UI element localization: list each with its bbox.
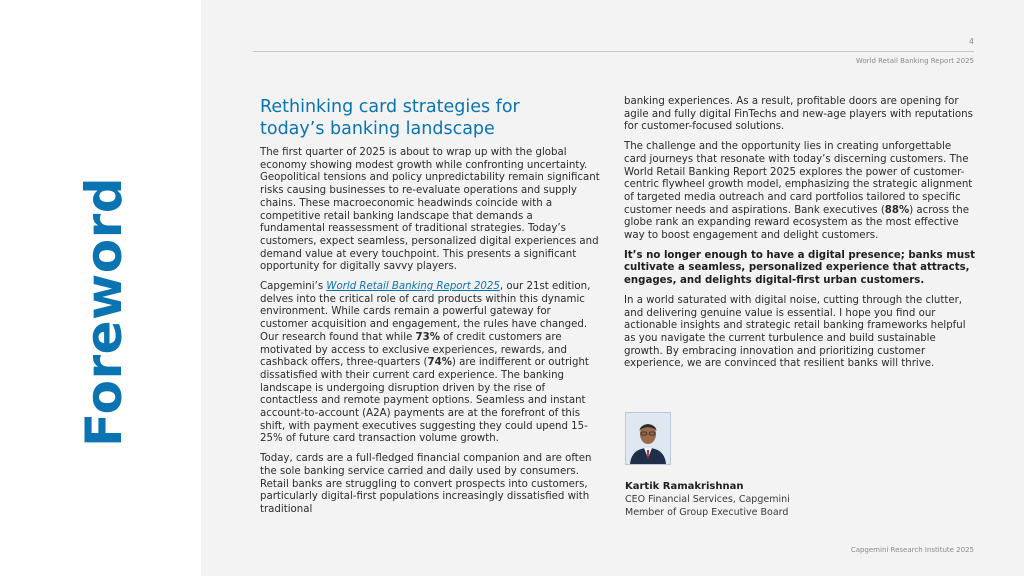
section-title: Foreword [75,176,133,448]
stat-highlight: 73% [415,331,440,343]
text-run: ) are indifferent or outright dissatisfied with their current card experience. The banking landscape is undergoing disruption driven by the rise of contactless and remote payment options. Seamless and instant account-to-account (A2A) payments are at the forefront of this shift, with payment executives suggesting they could upend 15-25% of future card transaction volume growth. [260,357,589,445]
left-column [260,96,600,524]
report-name: World Retail Banking Report 2025 [855,57,974,65]
report-link[interactable]: World Retail Banking Report 2025 [326,281,500,293]
right-column [624,96,976,378]
author-title: CEO Financial Services, Capgemini [625,494,790,505]
key-message: It’s no longer enough to have a digital presence; banks must cultivate a seamless, personalized experience that attracts, engages, and delights digital-first urban customers. [624,249,976,287]
stat-highlight: 74% [427,357,452,369]
footer-text: Capgemini Research Institute 2025 [850,546,974,554]
text-run: , our 21st edition, delves into the critical role of card products within this dynamic environment. While cards remain a powerful gateway for customer acquisition and engagement, the rules have changed. Our research found that while [260,281,591,343]
paragraph: banking experiences. As a result, profitable doors are opening for agile and fully digital FinTechs and new-age players with reputations for customer-focused solutions. [624,96,973,133]
page-number: 4 [968,37,974,46]
signature-block [625,480,790,519]
headline-line-1: Rethinking card strategies for [260,97,520,117]
text-run: of credit customers are motivated by access to exclusive experiences, rewards, and cashback offers, three-quarters ( [260,331,567,369]
paragraph [260,281,600,446]
author-title: Member of Group Executive Board [625,507,789,518]
author-portrait [625,412,671,465]
paragraph: Today, cards are a full-fledged financial companion and are often the sole banking service carried and daily used by consumers. Retail banks are struggling to convert prospects into customers, particularly digital-first populations increasingly dissatisfied with traditional [260,453,592,515]
paragraph: In a world saturated with digital noise, cutting through the clutter, and delivering genuine value is essential. I hope you find our actionable insights and strategic retail banking frameworks helpful as you navigate the current turbulence and build sustainable growth. By embracing innovation and prioritizing customer experience, we are convinced that resilient banks will thrive. [624,294,966,370]
paragraph [624,141,976,243]
page-headline [260,96,600,140]
text-run: The challenge and the opportunity lies in creating unforgettable card journeys that resonate with today’s discerning customers. The World Retail Banking Report 2025 explores the power of customer-centric flywheel growth model, emphasizing the strategic alignment of targeted media outreach and card portfolios tailored to specific customer needs and aspirations. Bank executives ( [624,141,973,216]
content-panel [201,0,1024,576]
author-name: Kartik Ramakrishnan [625,481,744,492]
headline-line-2: today’s banking landscape [260,119,495,139]
text-run: Capgemini’s [260,281,327,293]
left-panel [0,0,201,576]
stat-highlight: 88% [884,204,910,216]
paragraph: The first quarter of 2025 is about to wrap up with the global economy showing modest growth while confronting uncertainty. Geopolitical tensions and policy unpredictability remain significant risks causing businesses to re-evaluate operations and supply chains. These macroeconomic headwinds coincide with a competitive retail banking landscape that demands a fundamental reassessment of traditional strategies. Today’s customers, expect seamless, personalized digital experiences and demand value at every touchpoint. This presents a significant opportunity for digitally savvy players. [260,147,600,273]
text-run: ) across the globe rank an expanding reward ecosystem as the most effective way to boost engagement and delight customers. [624,204,970,242]
header-divider [253,51,974,52]
person-icon [626,413,670,464]
